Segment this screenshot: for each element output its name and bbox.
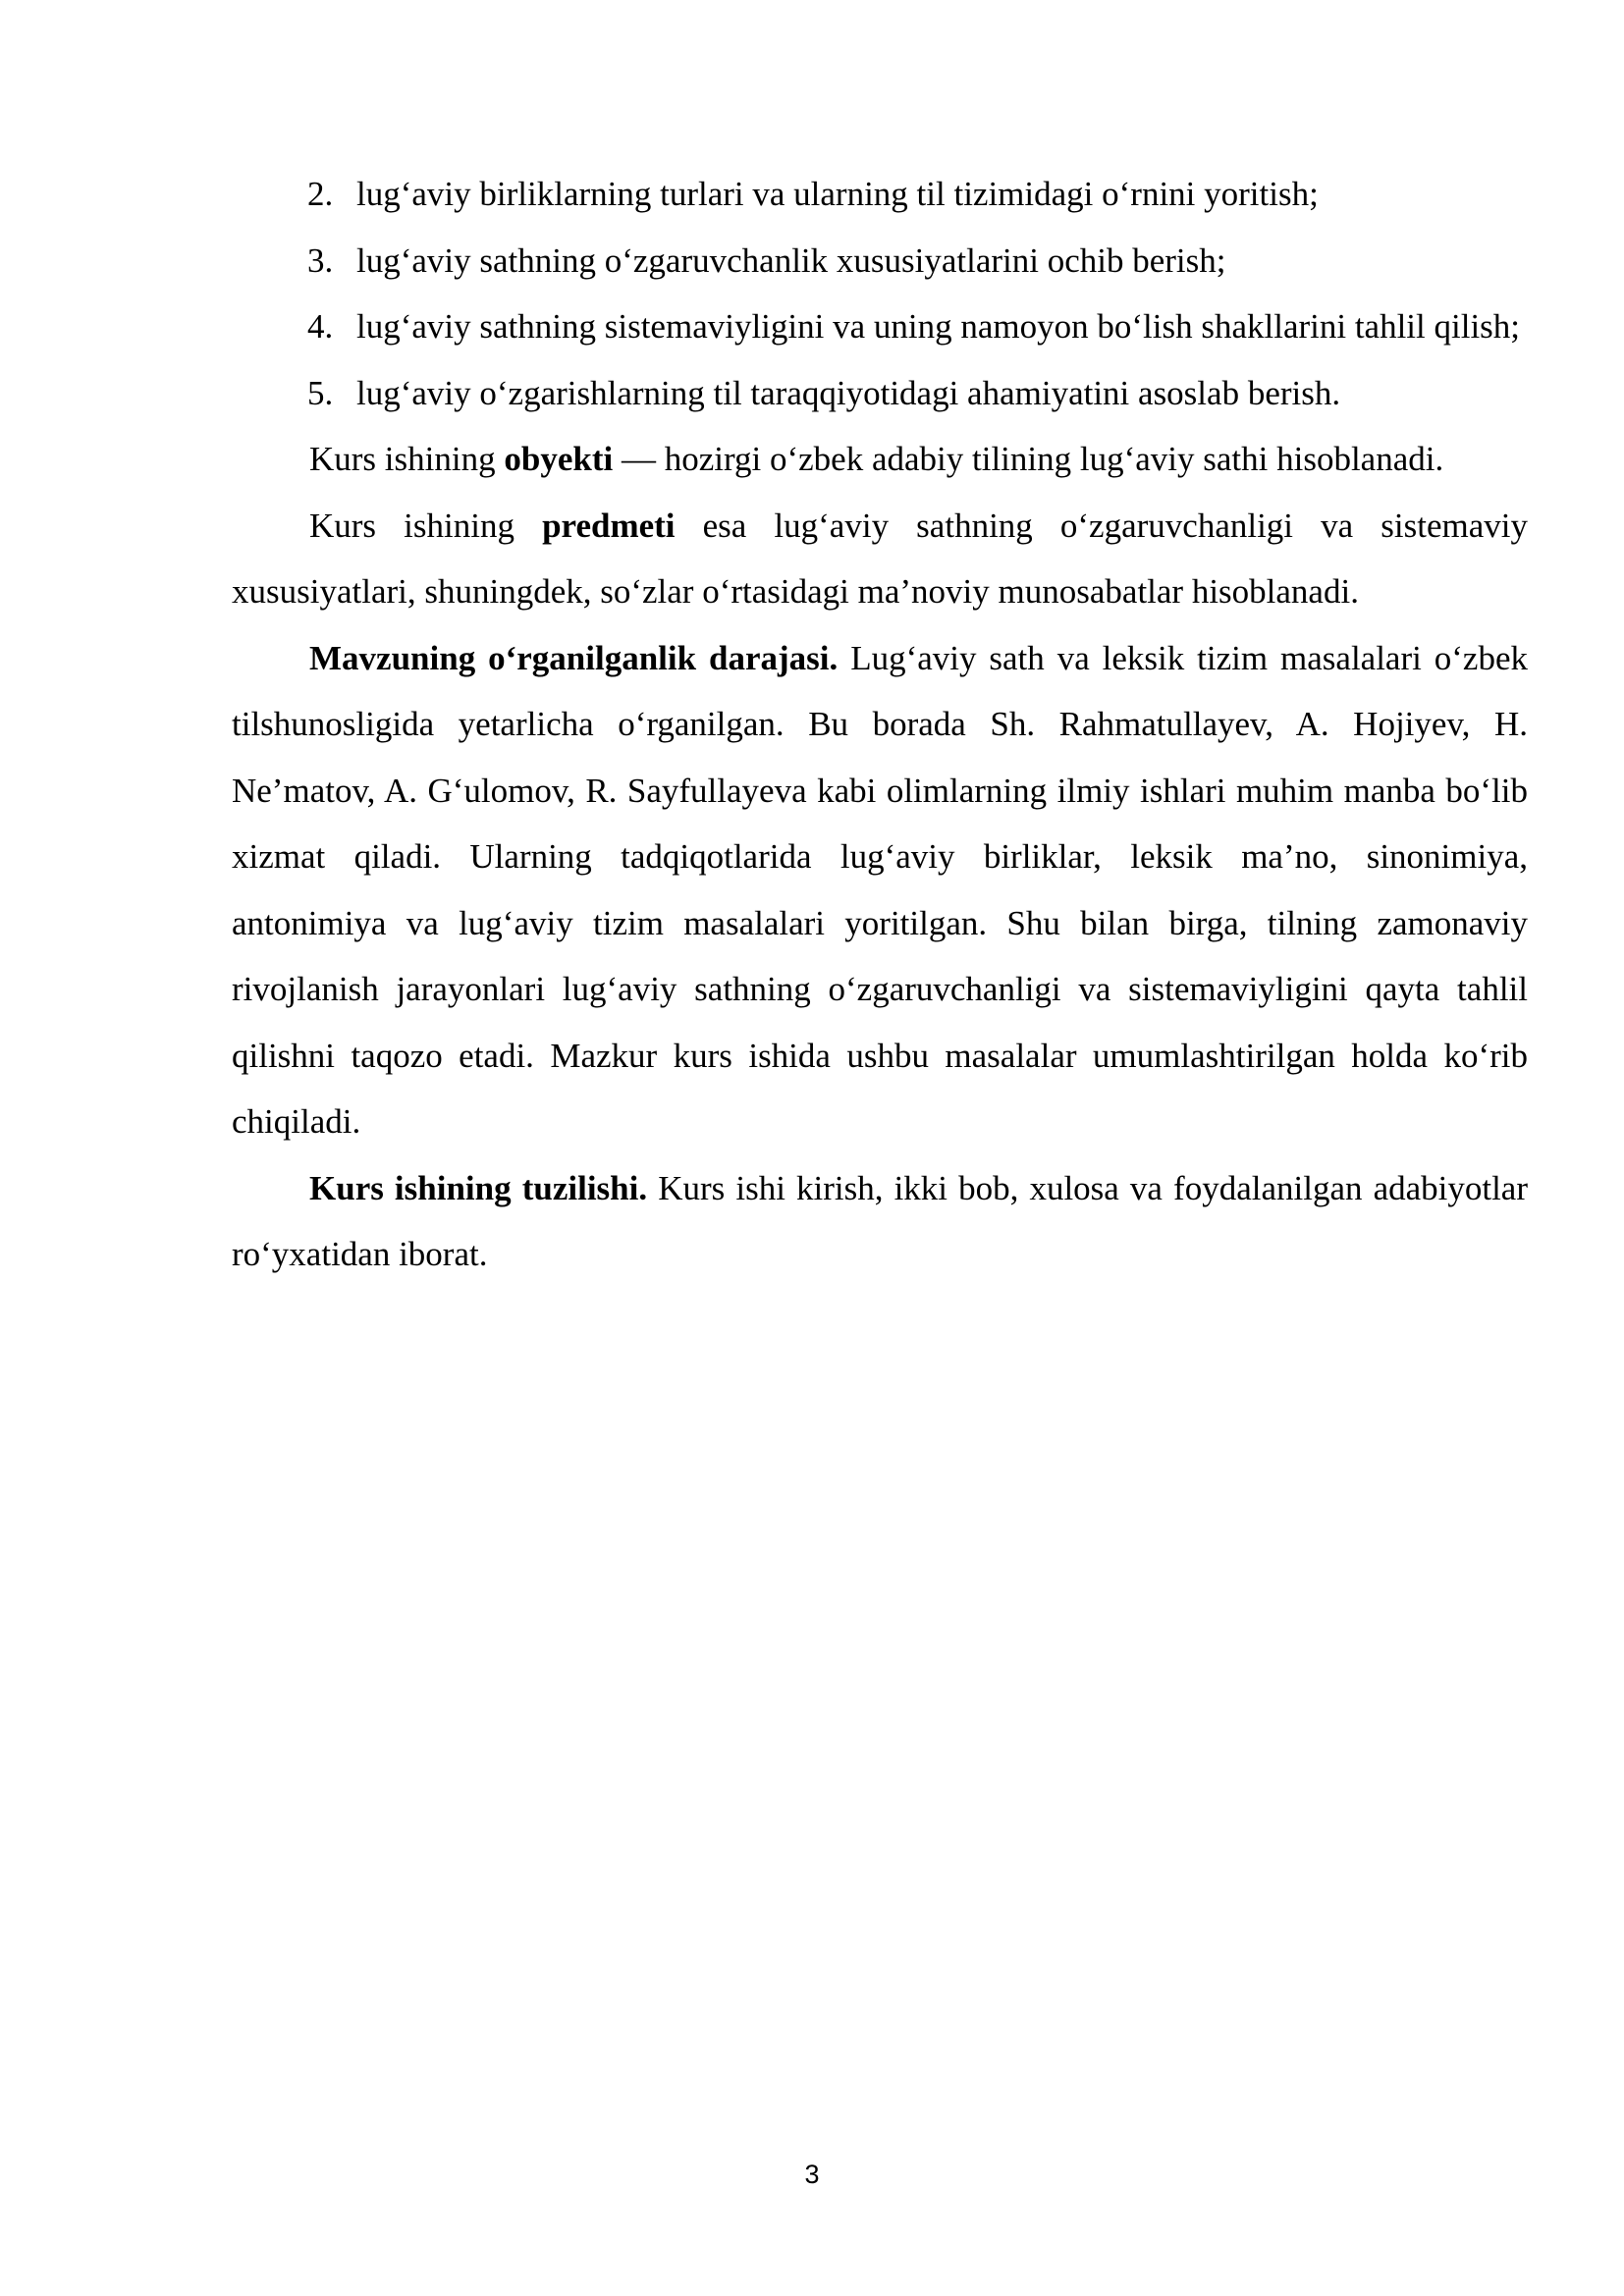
subject-term: predmeti (542, 506, 676, 545)
structure-paragraph (232, 1155, 1528, 1288)
list-item-text: lug‘aviy sathning sistemaviyligini va uning namoyon bo‘lish shakllarini tahlil qilish; (356, 307, 1521, 346)
list-item (232, 228, 1528, 294)
study-level-body: Lug‘aviy sath va leksik tizim masalalari o‘zbek tilshunosligida yetarlicha o‘rganilgan. Bu borada Sh. Rahmatullayev, A. Hojiyev, H. Ne’matov, A. G‘ulomov, R. Sayfullayeva kabi olimlarning ilmiy ishlari muhim manba bo‘lib xizmat qiladi. Ularning tadqiqotlarida lug‘aviy birliklar, leksik ma’no, sinonimiya, antonimiya va lug‘aviy tizim masalalari yoritilgan. Shu bilan birga, tilning zamonaviy rivojlanish jarayonlari lug‘aviy sathning o‘zgaruvchanligi va sistemaviyligini qayta tahlil qilishni taqozo etadi. Mazkur kurs ishida ushbu masalalar umumlashtirilgan holda ko‘rib chiqiladi. (232, 638, 1528, 1141)
subject-paragraph (232, 493, 1528, 625)
subject-paragraph-lead: Kurs ishining (309, 506, 543, 545)
list-item-text: lug‘aviy o‘zgarishlarning til taraqqiyotidagi ahamiyatini asoslab berish. (356, 373, 1341, 412)
object-term: obyekti (504, 440, 614, 478)
subject-paragraph-body: esa lug‘aviy sathning o‘zgaruvchanligi va sistemaviy xususiyatlari, shuningdek, so‘zlar o‘rtasidagi ma’noviy munosabatlar hisoblanadi. (232, 506, 1528, 611)
list-item-number: 4. (307, 307, 334, 346)
list-item-number: 3. (307, 240, 334, 280)
task-list (232, 161, 1528, 426)
structure-heading: Kurs ishining tuzilishi. (309, 1168, 648, 1207)
study-level-heading: Mavzuning o‘rganilganlik darajasi. (309, 638, 839, 677)
object-paragraph-lead: Kurs ishining (309, 440, 505, 478)
list-item-number: 2. (307, 175, 334, 213)
list-item-text: lug‘aviy sathning o‘zgaruvchanlik xususiyatlarini ochib berish; (356, 240, 1226, 280)
list-item-text: lug‘aviy birliklarning turlari va ularning til tizimidagi o‘rnini yoritish; (356, 175, 1319, 213)
document-body (232, 161, 1528, 1288)
list-item (232, 360, 1528, 427)
page-number: 3 (804, 2160, 820, 2189)
list-item (232, 294, 1528, 360)
list-item (232, 161, 1528, 228)
object-paragraph-body: — hozirgi o‘zbek adabiy tilining lug‘aviy sathi hisoblanadi. (613, 440, 1444, 478)
object-paragraph (232, 426, 1528, 493)
list-item-number: 5. (307, 373, 334, 412)
structure-body: Kurs ishi kirish, ikki bob, xulosa va foydalanilgan adabiyotlar ro‘yxatidan iborat. (232, 1168, 1528, 1273)
study-level-paragraph (232, 625, 1528, 1155)
